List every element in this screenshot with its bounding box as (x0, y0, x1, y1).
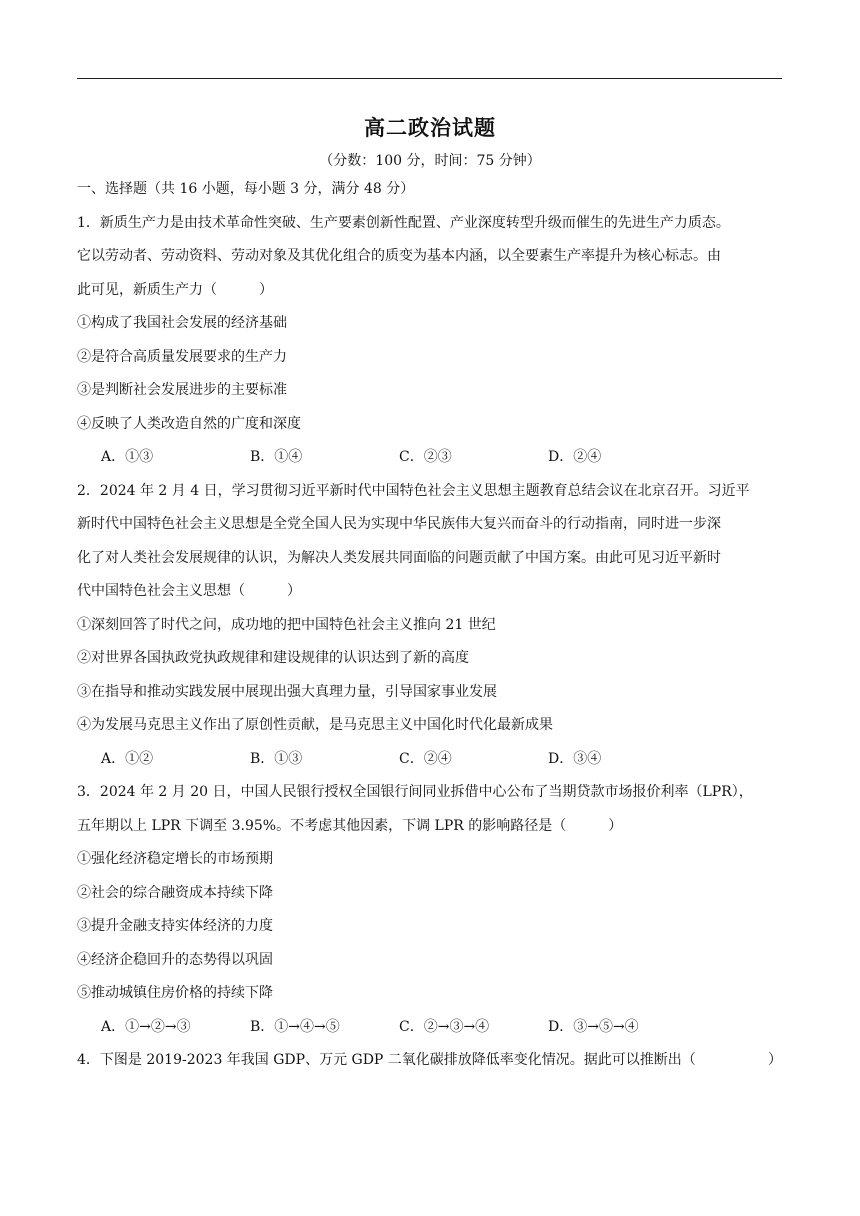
option-a: A．①② (101, 750, 154, 767)
statement-item: ⑤推动城镇住房价格的持续下降 (77, 985, 273, 1001)
option-b: B．①④ (250, 449, 303, 465)
statement-item: ②是符合高质量发展要求的生产力 (77, 348, 287, 365)
question-4 (77, 1044, 782, 1078)
question-stem-line: 此可见，新质生产力（ ） (77, 281, 273, 298)
header-rule (77, 78, 782, 79)
question-3 (77, 776, 782, 1044)
question-stem-line: 它以劳动者、劳动资料、劳动对象及其优化组合的质变为基本内涵，以全要素生产率提升为核心标志。由 (77, 248, 721, 264)
statement-item: ①强化经济稳定增长的市场预期 (77, 851, 273, 867)
question-stem-line: 五年期以上 LPR 下调至 3.95%。不考虑其他因素，下调 LPR 的影响路径是（ ） (77, 817, 623, 834)
statement-item: ④反映了人类改造自然的广度和深度 (77, 415, 301, 432)
option-d: D．③→⑤→④ (548, 1018, 639, 1035)
answer-options (77, 441, 782, 475)
statement-item: ③是判断社会发展进步的主要标准 (77, 382, 287, 398)
exam-title: 高二政治试题 (364, 115, 496, 140)
question-stem-line: 1．新质生产力是由技术革命性突破、生产要素创新性配置、产业深度转型升级而催生的先进生产力质态。 (77, 214, 730, 231)
question-stem-line: 代中国特色社会主义思想（ ） (77, 583, 301, 599)
statement-item: ①构成了我国社会发展的经济基础 (77, 315, 287, 331)
question-stem-line: 4．下图是 2019-2023 年我国 GDP、万元 GDP 二氧化碳排放降低率变化情况。据此可以推断出（ (77, 1052, 696, 1068)
option-a: A．①→②→③ (101, 1018, 191, 1035)
option-d: D．②④ (548, 449, 602, 465)
section-heading: 一、选择题（共 16 小题，每小题 3 分，满分 48 分） (77, 181, 415, 197)
option-d: D．③④ (548, 750, 602, 767)
statement-item: ③提升金融支持实体经济的力度 (77, 918, 273, 934)
question-stem-line: 化了对人类社会发展规律的认识，为解决人类发展共同面临的问题贡献了中国方案。由此可见习近平新时 (77, 549, 721, 566)
option-b: B．①③ (250, 750, 303, 767)
question-paren-close: ） (768, 1052, 782, 1068)
statement-item: ③在指导和推动实践发展中展现出强大真理力量，引导国家事业发展 (77, 683, 497, 700)
question-stem-line: 3．2024 年 2 月 20 日，中国人民银行授权全国银行间同业拆借中心公布了当期贷款市场报价利率（LPR）， (77, 784, 753, 800)
answer-options (77, 743, 782, 777)
option-c: C．②→③→④ (399, 1018, 490, 1035)
statement-item: ②对世界各国执政党执政规律和建设规律的认识达到了新的高度 (77, 650, 469, 666)
question-stem-line: 2．2024 年 2 月 4 日，学习贯彻习近平新时代中国特色社会主义思想主题教育总结会议在北京召开。习近平 (77, 482, 750, 499)
question-1 (77, 207, 782, 475)
exam-content (77, 173, 782, 1078)
question-stem-line: 新时代中国特色社会主义思想是全党全国人民为实现中华民族伟大复兴而奋斗的行动指南，同时进一步深 (77, 516, 721, 532)
statement-item: ②社会的综合融资成本持续下降 (77, 884, 273, 901)
option-a: A．①③ (101, 449, 154, 465)
option-c: C．②③ (399, 449, 452, 465)
statement-item: ④为发展马克思主义作出了原创性贡献，是马克思主义中国化时代化最新成果 (77, 717, 553, 733)
option-b: B．①→④→⑤ (250, 1018, 340, 1035)
answer-options (77, 1011, 782, 1045)
option-c: C．②④ (399, 750, 452, 767)
question-2 (77, 475, 782, 777)
statement-item: ④经济企稳回升的态势得以巩固 (77, 951, 273, 968)
exam-subtitle: （分数：100 分，时间：75 分钟） (319, 153, 541, 169)
statement-item: ①深刻回答了时代之问，成功地的把中国特色社会主义推向 21 世纪 (77, 616, 496, 633)
